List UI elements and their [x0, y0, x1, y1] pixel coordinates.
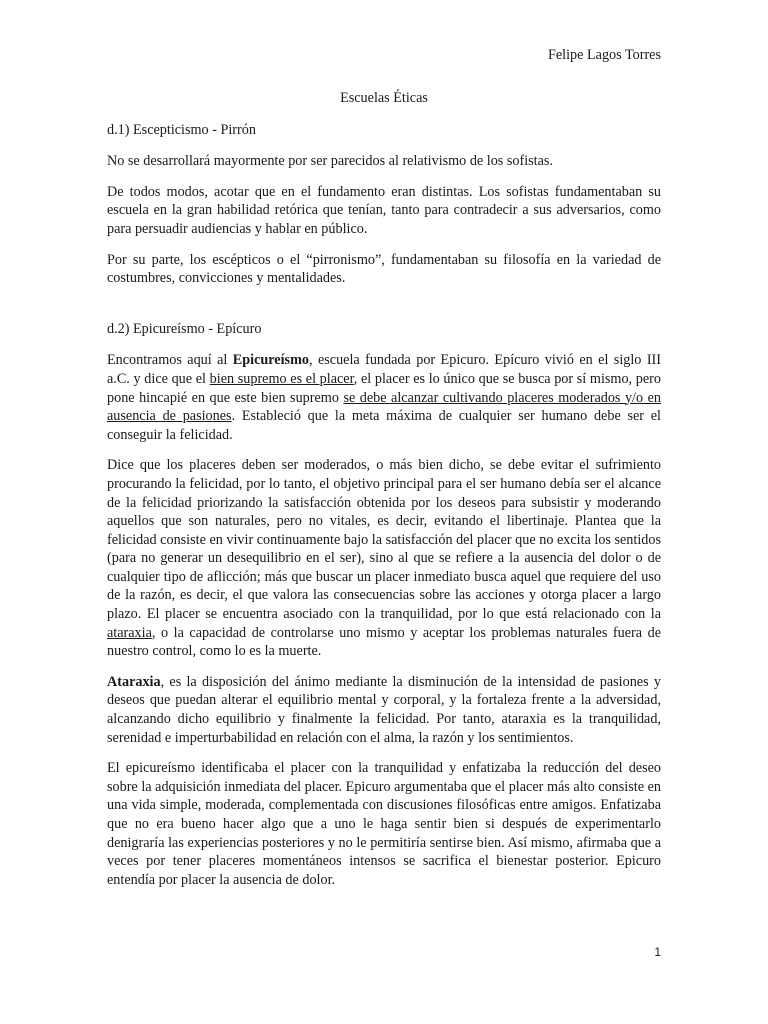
section-heading-escepticismo: d.1) Escepticismo - Pirrón [107, 121, 256, 138]
text-run: , escuela fundada por Epicuro. Epícuro vivió en el siglo III a.C. y dice que el [107, 352, 661, 387]
underlined-phrase: bien supremo es el placer [209, 370, 354, 387]
underlined-term: ataraxia [107, 624, 152, 641]
bold-term: Ataraxia [107, 673, 161, 690]
bold-term: Epicureísmo [232, 352, 309, 369]
section-heading-epicureismo: d.2) Epicureísmo - Epícuro [107, 320, 262, 337]
paragraph: No se desarrollará mayormente por ser parecidos al relativismo de los sofistas. [107, 153, 553, 170]
document-body [107, 89, 661, 901]
paragraph [107, 673, 661, 747]
page-number: 1 [654, 945, 661, 959]
document-title: Escuelas Éticas [340, 90, 428, 106]
text-run: , o la capacidad de controlarse uno mismo y aceptar los problemas naturales fuera de nuestro control, como lo es la muerte. [107, 624, 661, 660]
paragraph [107, 351, 661, 444]
paragraph [107, 456, 661, 661]
underlined-phrase: se debe alcanzar cultivando placeres moderados y/o en ausencia de pasiones [107, 389, 661, 425]
paragraph: El epicureísmo identificaba el placer con la tranquilidad y enfatizaba la reducción del deseo sobre la adquisición inmediata del placer. Epicuro argumentaba que el placer más alto consiste en una vida simple, moderada, complementada con discusiones filosóficas entre amigos. Enfatizaba que no era bueno hacer algo que a uno le haga sentir bien si después de experimentarlo denigraría las experiencias posteriores y no le permitiría sentirse bien. Así mismo, afirmaba que a veces por tener placeres momentáneos intensos se sacrifica el bienestar posterior. Epicuro entendía por placer la ausencia de dolor. [107, 760, 661, 888]
text-run: . Estableció que la meta máxima de cualquier ser humano debe ser el conseguir la felicidad. [107, 408, 661, 443]
paragraph: De todos modos, acotar que en el fundamento eran distintas. Los sofistas fundamentaban su escuela en la gran habilidad retórica que tenían, tanto para contradecir a sus adversarios, como para persuadir audiencias y hablar en público. [107, 183, 661, 237]
text-run: , el placer es lo único que se busca por sí mismo, pero pone hincapié en que este bien supremo [107, 370, 661, 406]
text-run: , es la disposición del ánimo mediante la disminución de la intensidad de pasiones y deseos que puedan alterar el equilibrio mental y corporal, y la fortaleza frente a la adversidad, alcanzando dicho equilibrio y finalmente la felicidad. Por tanto, ataraxia es la tranquilidad, serenidad e imperturbabilidad en relación con el alma, la razón y los sentimientos. [107, 673, 661, 746]
author-header: Felipe Lagos Torres [547, 47, 661, 63]
text-run: Encontramos aquí al [107, 352, 233, 369]
paragraph: Por su parte, los escépticos o el “pirronismo”, fundamentaban su filosofía en la variedad de costumbres, convicciones y mentalidades. [107, 251, 661, 287]
text-run: Dice que los placeres deben ser moderados, o más bien dicho, se debe evitar el sufrimiento procurando la felicidad, por lo tanto, el objetivo principal para el ser humano debía ser el alcance de la felicidad priorizando la satisfacción obtenida por los deseos para subsistir y moderando aquellos que son naturales, pero no vitales, es decir, evitando el libertinaje. Plantea que la felicidad consiste en vivir continuamente bajo la satisfacción del placer que no excita los sentidos (para no generar un desequilibrio en el ser), sino al que se refiere a la ausencia del dolor o de cualquier tipo de aflicción; más que buscar un placer inmediato busca aquel que requiere del uso de la razón, es decir, el que valora las consecuencias sobre las acciones y otorga placer a largo plazo. El placer se encuentra asociado con la tranquilidad, por lo que está relacionado con la [107, 457, 661, 623]
